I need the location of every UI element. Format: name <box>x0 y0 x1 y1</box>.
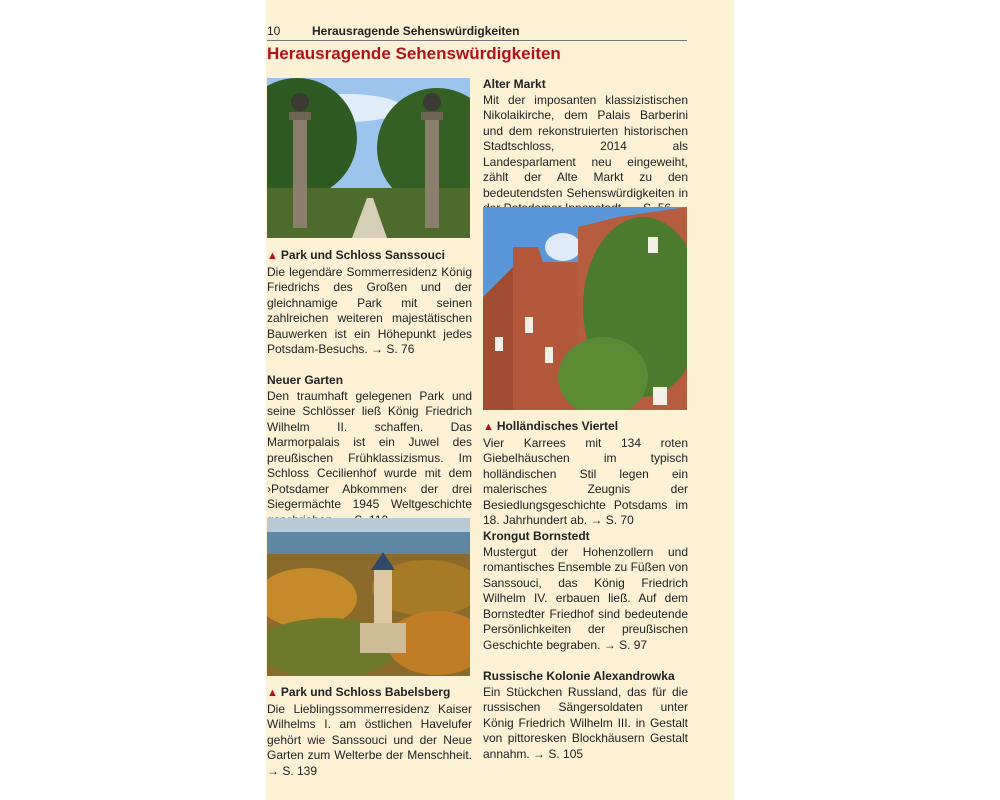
entry-text: Die Lieblingssommerresidenz Kaiser Wilhelms I. am östlichen Havelufer gehört wie Sanssouci und der Neue Garten zum Welterbe der Menschheit. → S. 139 <box>267 701 472 778</box>
entry-text: Den traumhaft gelegenen Park und seine Schlösser ließ König Friedrich Wilhelm II. schaffen. Das Marmorpalais ist ein Juwel des preußischen Frühklassizismus. Im Schloss Cecilienhof wurde mit dem ›Potsdamer Abkommen‹ der drei Siegermächte 1945 Weltgeschichte <box>267 388 472 511</box>
entry-sanssouci <box>267 248 472 358</box>
entry-text: Vier Karrees mit 134 roten Giebelhäuschen im typisch holländischen Stil legen ein malerisches Zeugnis der Besiedlungsgeschichte Potsdams im 18. Jahrhundert ab. → S. 70 <box>483 435 688 527</box>
entry-title: Neuer Garten <box>267 373 344 387</box>
triangle-marker-icon: ▲ <box>483 421 494 433</box>
entry-alter-markt <box>483 77 688 217</box>
entry-title: Holländisches Viertel <box>496 419 619 433</box>
page-heading: Herausragende Sehenswürdigkeiten <box>267 44 561 63</box>
hollaendisches-viertel-photo <box>483 207 687 410</box>
entry-krongut-bornstedt <box>483 529 688 653</box>
page-number: 10 <box>267 24 281 38</box>
sanssouci-photo <box>267 78 470 238</box>
entry-hollaendisches-viertel <box>483 419 688 529</box>
entry-alexandrowka <box>483 669 688 762</box>
entry-title: Russische Kolonie Alexandrowka <box>483 669 675 683</box>
entry-title: Park und Schloss Sanssouci <box>280 248 445 262</box>
triangle-marker-icon: ▲ <box>267 687 278 699</box>
entry-text: Mit der imposanten klassizistischen Nikolaikirche, dem Palais Barberini und dem rekonstruierten historischen Stadtschloss, 2014 als Landesparlament neu eingeweiht, zählt der Alte Markt zu den bedeutendsten Sehenswürdigkeiten in <box>483 92 688 200</box>
entry-neuer-garten <box>267 373 472 528</box>
entry-text: Ein Stückchen Russland, das für die russischen Sängersoldaten unter König Friedrich Wilhelm III. in Gestalt von pittoresken Blockhäusern Gestalt annahm. → S. 105 <box>483 684 688 761</box>
entry-title: Park und Schloss Babelsberg <box>280 685 451 699</box>
babelsberg-photo <box>267 518 470 676</box>
entry-text: Mustergut der Hohenzollern und romantisches Ensemble zu Füßen von Sanssouci, das König Friedrich Wilhelm IV. erbauen ließ. Auf dem Bornstedter Friedhof sind bedeutende Persönlichkeiten der preußischen Geschichte begraben. → S. 97 <box>483 544 688 652</box>
entry-title: Krongut Bornstedt <box>483 529 590 543</box>
running-header <box>267 24 687 41</box>
triangle-marker-icon: ▲ <box>267 250 278 262</box>
entry-babelsberg <box>267 685 472 779</box>
entry-text: Die legendäre Sommerresidenz König Friedrichs des Großen und der gleichnamige Park mit seinen zahlreichen weiteren majestätischen Bauwerken ist ein Höhepunkt jedes Potsdam-Besuchs. → S. 76 <box>267 264 472 356</box>
entry-title: Alter Markt <box>483 77 546 91</box>
running-title: Herausragende Sehenswürdigkeiten <box>312 24 520 38</box>
